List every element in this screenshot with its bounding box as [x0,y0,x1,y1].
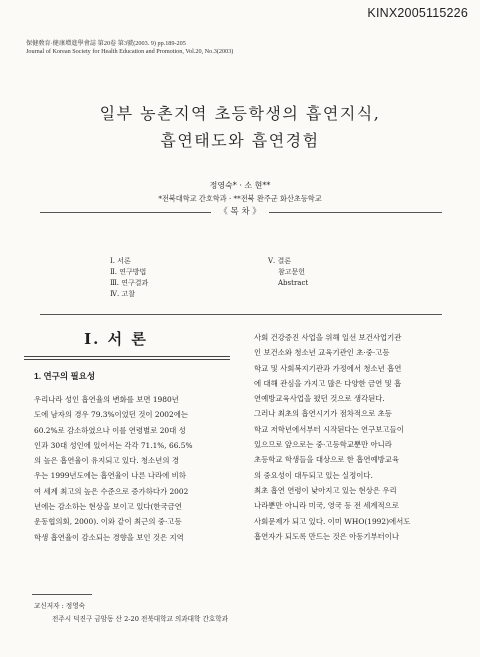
text-line: 우리나라 성인 흡연율의 변화를 보면 1980년 [34,395,179,404]
toc-right-column [268,256,308,289]
text-line: 최초 흡연 연령이 낮아지고 있는 현상은 우리 [254,485,397,495]
section-title: Ⅰ. 서 론 [84,330,148,348]
subsection-heading: 1. 연구의 필요성 [34,371,96,381]
footnote-address: 전주시 덕진구 금암동 산 2-20 전북대학교 의과대학 간호학과 [52,615,228,623]
section-rule-top [24,356,230,357]
text-line: 학교 및 사회복지기관과 가정에서 청소년 흡연 [254,363,402,373]
text-line: 우는 1999년도에는 흡연율이 나른 나라에 비하 [34,471,186,481]
author-affiliations: *전북대학교 간호학과 · **전북 완주군 화산초등학교 [158,194,322,203]
text-line: 학교 저학년에서부터 시작된다는 연구보고들이 [254,424,404,434]
text-line: 인 보건소와 청소년 교육기관인 초·중·고등 [254,348,390,358]
text-line: 60.2%로 감소하였으나 이를 연령별로 20대 성 [34,425,186,435]
text-line: 그러나 최초의 흡연시기가 점차적으로 초등 [254,409,392,419]
text-line: 학생 흡연율이 감소되는 경향을 보인 것은 지역 [34,532,184,542]
toc-bottom-rule [40,314,442,315]
footnote-corresponding-author: 교신저자 : 정영숙 [34,602,86,610]
text-line: 있으므로 앞으로는 중·고등학교뿐만 아니라 [254,440,392,450]
body-right-column [254,330,454,544]
toc-item: 참고문헌 [278,268,306,276]
toc-item: Ⅲ. 연구결과 [110,279,149,287]
toc-left-column [110,256,148,300]
toc-item: Ⅴ. 결론 [268,257,292,265]
document-id: KINX2005115226 [367,6,468,20]
text-line: 의 높은 흡연율이 유지되고 있다. 청소년의 경 [34,456,179,466]
paper-title-line-1: 일부 농촌지역 초등학생의 흡연지식, [99,104,381,123]
text-line: 여 세계 최고의 높은 수준으로 증가하다가 2002 [34,486,189,496]
text-line: 운동협의회, 2000). 이와 같이 최근의 중·고등 [34,517,182,527]
author-names: 정영숙* · 소 현** [209,181,271,190]
text-line: 년에는 감소하는 현상을 보이고 있다(한국금연 [34,502,182,512]
toc-heading [0,205,480,217]
toc-item: Ⅳ. 고찰 [110,290,135,298]
toc-item: Ⅰ. 서론 [110,257,131,265]
journal-citation-korean: 保健敎育·健康增進學會誌 第20卷 第3號(2003. 9) pp.189-205 [26,40,186,47]
text-line: 도에 남자의 경우 79.3%이었던 것이 2002에는 [34,410,188,420]
text-line: 흡연자가 되도록 만드는 것은 아동기부터이나 [254,531,400,541]
text-line: 초등학교 학생들을 대상으로 한 흡연예방교육 [254,455,400,465]
text-line: 에 대해 관심을 가지고 많은 다양한 금연 및 흡 [254,378,402,388]
toc-item: Ⅱ. 연구방법 [110,268,147,276]
text-line: 사회 건강증진 사업을 위해 일선 보건사업기관 [254,333,402,342]
text-line: 연예방교육사업을 폈던 것으로 생각된다. [254,394,385,404]
footnote-rule [32,594,92,595]
text-line: 나라뿐만 아니라 미국, 영국 등 전 세계적으로 [254,501,399,511]
section-rule-bottom [24,359,230,360]
body-left-column [34,392,234,545]
toc-heading-text: 《 목 차 》 [211,207,269,217]
text-line: 사회문제가 되고 있다. 이미 WHO(1992)에서도 [254,516,411,526]
text-line: 인과 30대 성인에 있어서는 각각 71.1%, 66.5% [34,440,193,450]
toc-item: Abstract [278,279,309,287]
paper-title-line-2: 흡연태도와 흡연경험 [160,131,320,150]
text-line: 의 중요성이 대두되고 있는 실정이다. [254,470,373,480]
journal-citation-english: Journal of Korean Society for Health Education and Promotion, Vol.20, No.3(2003) [26,48,234,55]
